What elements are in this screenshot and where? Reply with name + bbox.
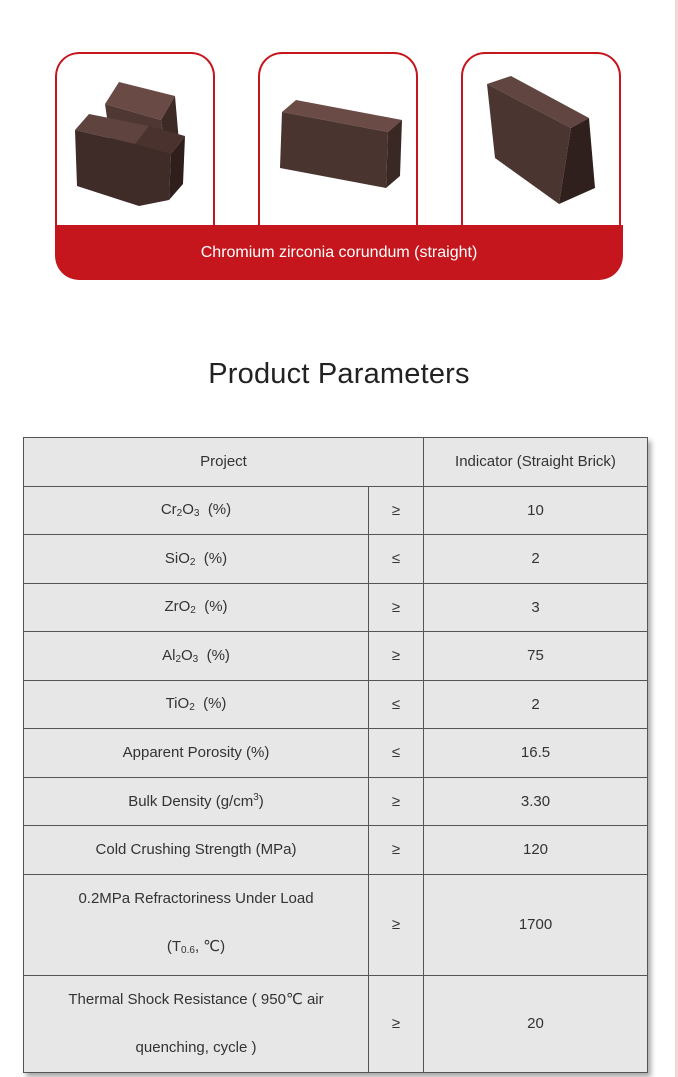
param-cold-crushing-strength: Cold Crushing Strength (MPa) — [24, 826, 369, 875]
operator-cell: ≥ — [369, 975, 424, 1072]
param-tio2: TiO$_2$ (%) — [24, 680, 369, 729]
param-sio2: SiO$_2$ (%) — [24, 535, 369, 584]
operator-cell: ≥ — [369, 826, 424, 875]
table-row — [24, 632, 648, 681]
param-apparent-porosity: Apparent Porosity (%) — [24, 729, 369, 778]
param-refractoriness-under-load: 0.2MPa Refractoriness Under Load ($T_{0.6}$, ℃) — [24, 874, 369, 975]
value-cell: 2 — [424, 680, 648, 729]
value-cell: 75 — [424, 632, 648, 681]
param-bulk-density: Bulk Density $(g/cm^3)$ — [24, 777, 369, 826]
operator-cell: ≤ — [369, 729, 424, 778]
operator-cell: ≥ — [369, 583, 424, 632]
table-row — [24, 680, 648, 729]
value-cell: 10 — [424, 486, 648, 535]
table-row — [24, 486, 648, 535]
brick-photo-angled — [461, 52, 621, 232]
table-row — [24, 826, 648, 875]
header-project: Project — [24, 438, 424, 487]
value-cell: 120 — [424, 826, 648, 875]
table-row — [24, 975, 648, 1072]
product-caption: Chromium zirconia corundum (straight) — [200, 243, 478, 261]
operator-cell: ≤ — [369, 680, 424, 729]
operator-cell: ≥ — [369, 777, 424, 826]
param-zro2: ZrO$_2$ (%) — [24, 583, 369, 632]
operator-cell: ≥ — [369, 874, 424, 975]
value-cell: 3.30 — [424, 777, 648, 826]
parameters-table-wrap — [23, 437, 648, 1073]
operator-cell: ≤ — [369, 535, 424, 584]
header-indicator: Indicator (Straight Brick) — [424, 438, 648, 487]
section-title: Product Parameters — [208, 358, 470, 390]
value-cell: 3 — [424, 583, 648, 632]
parameters-table — [23, 437, 648, 1073]
table-row — [24, 874, 648, 975]
table-row — [24, 729, 648, 778]
table-header-row — [24, 438, 648, 487]
param-cr2o3: $Cr_2O_3$ (%) — [24, 486, 369, 535]
table-row — [24, 535, 648, 584]
param-al2o3: $Al_2O_3$ (%) — [24, 632, 369, 681]
operator-cell: ≥ — [369, 632, 424, 681]
brick-photo-stacked — [55, 52, 215, 232]
table-row — [24, 777, 648, 826]
param-thermal-shock-resistance: Thermal Shock Resistance ( 950℃ air quenching, cycle ) — [24, 975, 369, 1072]
product-card — [55, 52, 623, 280]
value-cell: 2 — [424, 535, 648, 584]
value-cell: 1700 — [424, 874, 648, 975]
operator-cell: ≥ — [369, 486, 424, 535]
brick-photo-front — [258, 52, 418, 232]
value-cell: 20 — [424, 975, 648, 1072]
value-cell: 16.5 — [424, 729, 648, 778]
product-caption-band — [55, 225, 623, 280]
table-row — [24, 583, 648, 632]
